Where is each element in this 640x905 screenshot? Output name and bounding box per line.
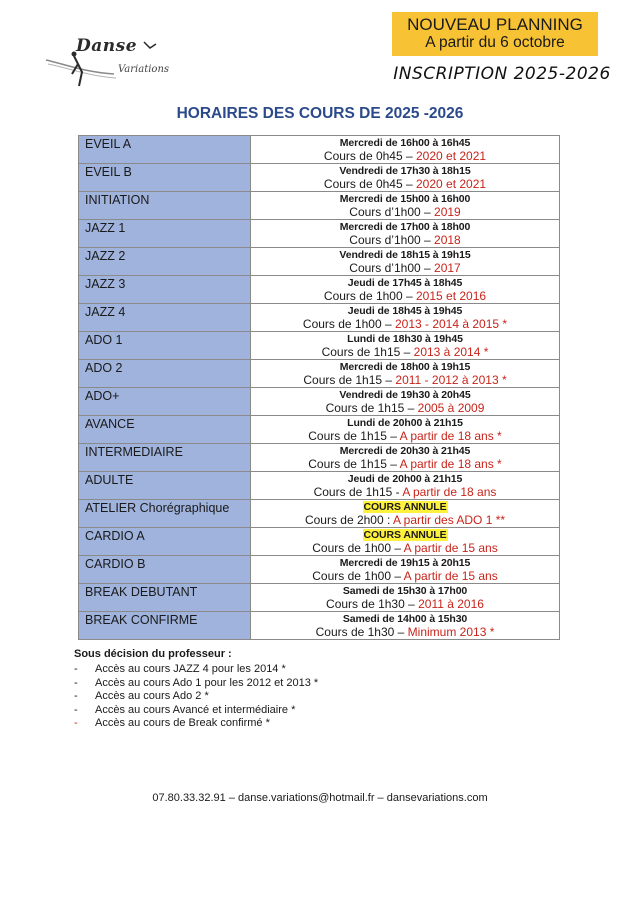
course-day-time: Mercredi de 17h00 à 18h00: [339, 221, 471, 233]
course-age-group: 2017: [434, 261, 461, 275]
decision-item-text: Accès au cours JAZZ 4 pour les 2014 *: [95, 663, 286, 675]
course-name: BREAK DEBUTANT: [79, 584, 251, 612]
course-duration: Cours de 0h45 –: [323, 149, 416, 163]
table-row: [79, 220, 560, 248]
course-age-group: 2013 - 2014 à 2015 *: [394, 317, 508, 331]
decision-list: [74, 663, 318, 731]
course-age-group: 2013 à 2014 *: [413, 345, 489, 359]
decision-heading: Sous décision du professeur :: [74, 648, 232, 660]
course-name: BREAK CONFIRME: [79, 612, 251, 640]
course-age-group: Minimum 2013 *: [407, 625, 495, 639]
course-age-group: A partir de 18 ans: [402, 485, 497, 499]
course-age-group: A partir de 15 ans: [403, 569, 498, 583]
course-day-time: Vendredi de 18h15 à 19h15: [339, 249, 471, 261]
new-planning-banner: [392, 12, 598, 56]
course-day-time: Mercredi de 16h00 à 16h45: [339, 137, 471, 149]
table-row: [79, 332, 560, 360]
course-name: JAZZ 2: [79, 248, 251, 276]
course-detail: [251, 514, 559, 527]
course-detail: [251, 150, 559, 163]
course-schedule: [251, 500, 560, 528]
bullet-dash: -: [74, 703, 78, 716]
course-duration: Cours de 1h00 –: [323, 289, 416, 303]
table-row: [79, 416, 560, 444]
course-age-group: A partir de 18 ans *: [399, 457, 502, 471]
course-duration: Cours de 0h45 –: [323, 177, 416, 191]
logo: [44, 34, 168, 92]
bullet-dash: -: [74, 676, 78, 689]
course-detail: [251, 458, 559, 471]
course-day-time: Samedi de 14h00 à 15h30: [342, 613, 468, 625]
course-detail: [251, 570, 559, 583]
course-duration: Cours de 1h30 –: [326, 597, 419, 611]
bullet-dash: -: [74, 690, 78, 702]
course-name: CARDIO A: [79, 528, 251, 556]
course-duration: Cours de 1h00 –: [312, 541, 404, 555]
list-item: [74, 717, 318, 731]
course-schedule: [251, 472, 560, 500]
course-day-time: Samedi de 15h30 à 17h00: [342, 585, 468, 597]
course-detail: [251, 178, 559, 191]
course-schedule: [251, 612, 560, 640]
list-item: [74, 663, 318, 677]
course-schedule: [251, 584, 560, 612]
bullet-dash: -: [74, 663, 78, 675]
course-name: ADO+: [79, 388, 251, 416]
course-duration: Cours d’1h00 –: [349, 205, 435, 219]
course-detail: [251, 430, 559, 443]
course-detail: [251, 206, 559, 219]
table-row: [79, 136, 560, 164]
course-name: JAZZ 4: [79, 304, 251, 332]
course-duration: Cours de 1h15 -: [313, 485, 403, 499]
table-row: [79, 612, 560, 640]
course-day-time: Lundi de 20h00 à 21h15: [347, 417, 463, 429]
course-schedule: [251, 192, 560, 220]
course-day-time: Jeudi de 20h00 à 21h15: [347, 473, 463, 485]
course-duration: Cours de 1h15 –: [321, 345, 414, 359]
course-day-time: Jeudi de 18h45 à 19h45: [347, 305, 463, 317]
course-age-group: 2019: [434, 205, 461, 219]
cancelled-badge: COURS ANNULE: [363, 501, 447, 513]
course-detail: [251, 346, 559, 359]
course-age-group: 2020 et 2021: [415, 149, 487, 163]
list-item: [74, 677, 318, 691]
table-row: [79, 192, 560, 220]
table-row: [79, 276, 560, 304]
course-name: ATELIER Chorégraphique: [79, 500, 251, 528]
course-age-group: A partir de 18 ans *: [399, 429, 502, 443]
course-schedule: [251, 556, 560, 584]
course-schedule: [251, 276, 560, 304]
course-detail: [251, 598, 559, 611]
course-duration: Cours de 1h15 –: [303, 373, 396, 387]
course-duration: Cours de 1h30 –: [315, 625, 408, 639]
table-row: [79, 360, 560, 388]
course-name: ADULTE: [79, 472, 251, 500]
teacher-decision-section: [74, 648, 318, 731]
page-title: HORAIRES DES COURS DE 2025 -2026: [176, 105, 464, 122]
course-day-time: Mercredi de 19h15 à 20h15: [339, 557, 471, 569]
logo-word-danse: Danse: [76, 36, 138, 56]
banner-line2: A partir du 6 octobre: [425, 34, 565, 51]
course-schedule: [251, 528, 560, 556]
course-duration: Cours de 2h00 :: [304, 513, 393, 527]
course-name: INTERMEDIAIRE: [79, 444, 251, 472]
course-day-time: Jeudi de 17h45 à 18h45: [347, 277, 463, 289]
course-duration: Cours de 1h15 –: [325, 401, 418, 415]
course-detail: [251, 486, 559, 499]
course-day-time: Mercredi de 20h30 à 21h45: [339, 445, 471, 457]
course-name: EVEIL B: [79, 164, 251, 192]
course-schedule: [251, 444, 560, 472]
schedule-table: [78, 135, 560, 640]
table-row: [79, 528, 560, 556]
course-name: JAZZ 3: [79, 276, 251, 304]
list-item: [74, 704, 318, 718]
decision-item-text: Accès au cours de Break confirmé *: [95, 717, 270, 729]
course-duration: Cours d’1h00 –: [349, 261, 435, 275]
course-day-time: Mercredi de 18h00 à 19h15: [339, 361, 471, 373]
table-row: [79, 444, 560, 472]
course-duration: Cours de 1h15 –: [308, 429, 400, 443]
inscription-heading: INSCRIPTION 2025-2026: [393, 64, 611, 84]
course-detail: [251, 374, 559, 387]
course-schedule: [251, 332, 560, 360]
table-row: [79, 500, 560, 528]
course-duration: Cours de 1h15 –: [308, 457, 400, 471]
table-row: [79, 388, 560, 416]
course-name: CARDIO B: [79, 556, 251, 584]
table-row: [79, 584, 560, 612]
course-detail: [251, 626, 559, 639]
course-day-time: Vendredi de 19h30 à 20h45: [339, 389, 471, 401]
course-day-time: Mercredi de 15h00 à 16h00: [339, 193, 471, 205]
table-row: [79, 248, 560, 276]
course-name: EVEIL A: [79, 136, 251, 164]
decision-item-text: Accès au cours Ado 1 pour les 2012 et 2013 *: [95, 676, 319, 689]
table-row: [79, 472, 560, 500]
course-age-group: 2015 et 2016: [415, 289, 487, 303]
course-schedule: [251, 388, 560, 416]
course-age-group: A partir de 15 ans: [403, 541, 498, 555]
course-schedule: [251, 416, 560, 444]
decision-item-text: Accès au cours Avancé et intermédiaire *: [95, 703, 296, 716]
course-age-group: 2011 - 2012 à 2013 *: [395, 373, 507, 387]
course-detail: [251, 290, 559, 303]
table-row: [79, 556, 560, 584]
course-name: INITIATION: [79, 192, 251, 220]
course-age-group: 2005 à 2009: [417, 401, 485, 415]
course-schedule: [251, 220, 560, 248]
course-name: AVANCE: [79, 416, 251, 444]
course-schedule: [251, 164, 560, 192]
course-detail: [251, 402, 559, 415]
course-age-group: 2020 et 2021: [415, 177, 487, 191]
course-detail: [251, 542, 559, 555]
logo-word-variations: Variations: [118, 64, 170, 75]
course-day-time: Lundi de 18h30 à 19h45: [347, 333, 463, 345]
table-row: [79, 164, 560, 192]
course-age-group: 2018: [434, 233, 461, 247]
course-schedule: [251, 304, 560, 332]
decision-item-text: Accès au cours Ado 2 *: [95, 690, 209, 702]
course-name: ADO 2: [79, 360, 251, 388]
course-name: JAZZ 1: [79, 220, 251, 248]
course-schedule: [251, 248, 560, 276]
course-detail: [251, 262, 559, 275]
banner-line1: NOUVEAU PLANNING: [407, 15, 583, 34]
course-detail: [251, 234, 559, 247]
cancelled-badge: COURS ANNULE: [363, 529, 447, 541]
course-duration: Cours de 1h00 –: [302, 317, 395, 331]
course-duration: Cours d’1h00 –: [349, 233, 435, 247]
course-schedule: [251, 360, 560, 388]
course-name: ADO 1: [79, 332, 251, 360]
table-row: [79, 304, 560, 332]
list-item: [74, 690, 318, 704]
course-day-time: Vendredi de 17h30 à 18h15: [339, 165, 471, 177]
course-age-group: 2011 à 2016: [418, 597, 484, 611]
course-detail: [251, 318, 559, 331]
contact-footer: 07.80.33.32.91 – danse.variations@hotmail.fr – dansevariations.com: [152, 792, 488, 804]
course-duration: Cours de 1h00 –: [312, 569, 404, 583]
course-schedule: [251, 136, 560, 164]
bullet-dash: -: [74, 717, 78, 729]
course-age-group: A partir des ADO 1 **: [393, 513, 506, 527]
